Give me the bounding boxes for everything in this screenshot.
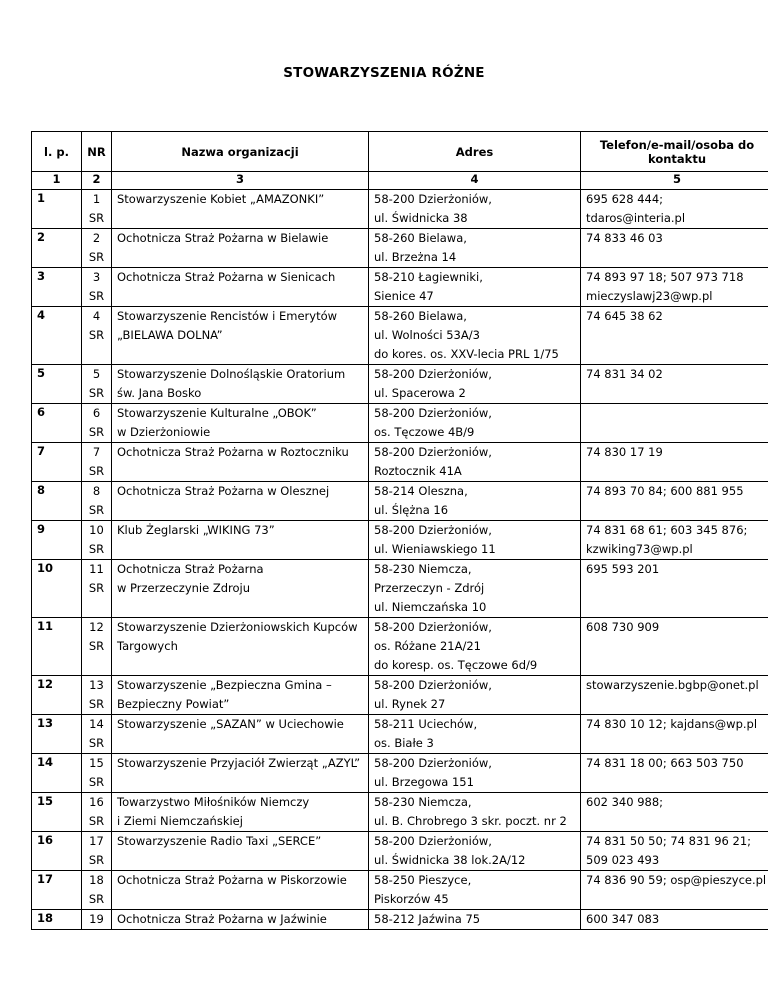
address-line: os. Tęczowe 4B/9 — [374, 425, 475, 439]
address-line: ul. Brzeżna 14 — [374, 250, 457, 264]
header-name: Nazwa organizacji — [112, 132, 369, 172]
row-contact-cell — [581, 404, 768, 443]
address-line: 58-200 Dzierżoniów, — [374, 756, 492, 770]
row-contact-cell — [581, 715, 768, 754]
table-row — [32, 560, 768, 618]
contact-line: stowarzyszenie.bgbp@onet.pl — [586, 678, 759, 692]
row-lp-cell — [32, 754, 82, 793]
row-contact-cell — [581, 754, 768, 793]
address-line: 58-200 Dzierżoniów, — [374, 620, 492, 634]
address-line: os. Białe 3 — [374, 736, 434, 750]
table-header-row — [32, 132, 768, 172]
contact-line: 509 023 493 — [586, 853, 660, 867]
organization-name-line: Towarzystwo Miłośników Niemczy — [117, 795, 310, 809]
row-lp: 12 — [37, 677, 54, 691]
row-lp: 16 — [37, 833, 54, 847]
row-address-cell — [369, 754, 581, 793]
table-row — [32, 676, 768, 715]
address-line: do koresp. os. Tęczowe 6d/9 — [374, 658, 538, 672]
row-nr-cell — [82, 365, 112, 404]
header-address: Adres — [369, 132, 581, 172]
row-lp: 6 — [37, 405, 46, 419]
organizations-table — [31, 131, 768, 930]
organization-name-line: w Przerzeczynie Zdroju — [117, 581, 251, 595]
contact-line: 74 831 50 50; 74 831 96 21; — [586, 834, 752, 848]
row-name-cell — [112, 229, 369, 268]
contact-line: tdaros@interia.pl — [586, 211, 686, 225]
row-sr: SR — [88, 581, 105, 595]
contact-line: 74 645 38 62 — [586, 309, 663, 323]
row-contact-cell — [581, 307, 768, 365]
row-nr: 13 — [89, 678, 104, 692]
row-lp: 8 — [37, 483, 46, 497]
row-name-cell — [112, 832, 369, 871]
table-row — [32, 443, 768, 482]
row-name-cell — [112, 521, 369, 560]
organization-name-line: Klub Żeglarski „WIKING 73” — [117, 523, 275, 537]
row-nr-cell — [82, 793, 112, 832]
address-line: 58-212 Jaźwina 75 — [374, 912, 481, 926]
contact-line: 695 628 444; — [586, 192, 664, 206]
row-address-cell — [369, 618, 581, 676]
row-address-cell — [369, 307, 581, 365]
row-address-cell — [369, 793, 581, 832]
organization-name-line: w Dzierżoniowie — [117, 425, 211, 439]
organization-name-line: Ochotnicza Straż Pożarna w Bielawie — [117, 231, 329, 245]
table-row — [32, 229, 768, 268]
row-sr: SR — [88, 697, 105, 711]
address-line: 58-200 Dzierżoniów, — [374, 367, 492, 381]
row-nr: 12 — [89, 620, 104, 634]
row-address-cell — [369, 676, 581, 715]
row-sr: SR — [88, 542, 105, 556]
contact-line: mieczyslawj23@wp.pl — [586, 289, 713, 303]
address-line: os. Różane 21A/21 — [374, 639, 481, 653]
row-lp-cell — [32, 365, 82, 404]
address-line: 58-200 Dzierżoniów, — [374, 406, 492, 420]
table-row — [32, 482, 768, 521]
row-lp: 11 — [37, 619, 54, 633]
row-lp: 17 — [37, 872, 54, 886]
row-name-cell — [112, 307, 369, 365]
row-name-cell — [112, 268, 369, 307]
row-name-cell — [112, 482, 369, 521]
organization-name-line: „BIELAWA DOLNA” — [117, 328, 223, 342]
row-contact-cell — [581, 190, 768, 229]
row-nr-cell — [82, 910, 112, 930]
row-name-cell — [112, 871, 369, 910]
row-sr: SR — [88, 639, 105, 653]
address-line: 58-214 Oleszna, — [374, 484, 468, 498]
organization-name-line: Stowarzyszenie „Bezpieczna Gmina – — [117, 678, 332, 692]
table-row — [32, 404, 768, 443]
row-lp-cell — [32, 229, 82, 268]
address-line: Roztocznik 41A — [374, 464, 462, 478]
address-line: Piskorzów 45 — [374, 892, 449, 906]
column-number-row — [32, 172, 768, 190]
row-lp-cell — [32, 443, 82, 482]
row-lp: 2 — [37, 230, 46, 244]
contact-line: 74 831 34 02 — [586, 367, 663, 381]
page-title: STOWARZYSZENIA RÓŻNE — [283, 65, 485, 81]
row-name-cell — [112, 618, 369, 676]
table-row — [32, 307, 768, 365]
row-nr: 16 — [89, 795, 104, 809]
row-lp: 15 — [37, 794, 54, 808]
organization-name-line: Stowarzyszenie Kulturalne „OBOK” — [117, 406, 317, 420]
address-line: 58-230 Niemcza, — [374, 795, 472, 809]
contact-line: 74 833 46 03 — [586, 231, 663, 245]
table-row — [32, 832, 768, 871]
column-number: 5 — [581, 172, 768, 190]
address-line: ul. Rynek 27 — [374, 697, 446, 711]
row-address-cell — [369, 229, 581, 268]
address-line: Sienice 47 — [374, 289, 434, 303]
organization-name-line: św. Jana Bosko — [117, 386, 202, 400]
row-lp-cell — [32, 715, 82, 754]
row-name-cell — [112, 365, 369, 404]
row-nr-cell — [82, 676, 112, 715]
row-nr-cell — [82, 229, 112, 268]
row-lp-cell — [32, 482, 82, 521]
row-name-cell — [112, 190, 369, 229]
row-name-cell — [112, 910, 369, 930]
organization-name-line: i Ziemi Niemczańskiej — [117, 814, 243, 828]
row-sr: SR — [88, 328, 105, 342]
organization-name-line: Stowarzyszenie Rencistów i Emerytów — [117, 309, 338, 323]
row-lp: 18 — [37, 911, 54, 925]
table-row — [32, 793, 768, 832]
contact-line: 74 893 97 18; 507 973 718 — [586, 270, 744, 284]
row-nr: 5 — [92, 367, 101, 381]
contact-line: 74 836 90 59; osp@pieszyce.pl — [586, 873, 767, 887]
contact-line: 608 730 909 — [586, 620, 660, 634]
table-row — [32, 618, 768, 676]
row-lp-cell — [32, 560, 82, 618]
organization-name-line: Stowarzyszenie „SAZAN” w Uciechowie — [117, 717, 344, 731]
row-address-cell — [369, 482, 581, 521]
row-lp-cell — [32, 871, 82, 910]
column-number: 2 — [82, 172, 112, 190]
organization-name-line: Stowarzyszenie Kobiet „AMAZONKI” — [117, 192, 325, 206]
address-line: ul. B. Chrobrego 3 skr. poczt. nr 2 — [374, 814, 567, 828]
row-lp: 4 — [37, 308, 46, 322]
address-line: 58-260 Bielawa, — [374, 309, 467, 323]
row-lp-cell — [32, 618, 82, 676]
address-line: ul. Brzegowa 151 — [374, 775, 474, 789]
row-contact-cell — [581, 871, 768, 910]
row-nr: 10 — [89, 523, 104, 537]
row-address-cell — [369, 365, 581, 404]
row-address-cell — [369, 910, 581, 930]
row-nr: 2 — [92, 231, 101, 245]
header-lp: l. p. — [32, 132, 82, 172]
row-nr-cell — [82, 482, 112, 521]
row-contact-cell — [581, 560, 768, 618]
row-contact-cell — [581, 676, 768, 715]
row-nr-cell — [82, 871, 112, 910]
table-row — [32, 268, 768, 307]
row-lp-cell — [32, 676, 82, 715]
row-name-cell — [112, 443, 369, 482]
table-row — [32, 910, 768, 930]
row-nr-cell — [82, 618, 112, 676]
row-nr: 6 — [92, 406, 101, 420]
row-nr-cell — [82, 754, 112, 793]
column-number: 3 — [112, 172, 369, 190]
row-sr: SR — [88, 425, 105, 439]
table-row — [32, 754, 768, 793]
row-lp: 13 — [37, 716, 54, 730]
contact-line: 600 347 083 — [586, 912, 660, 926]
contact-line: 74 830 10 12; kajdans@wp.pl — [586, 717, 758, 731]
row-contact-cell — [581, 521, 768, 560]
row-contact-cell — [581, 482, 768, 521]
row-sr: SR — [88, 503, 105, 517]
address-line: 58-230 Niemcza, — [374, 562, 472, 576]
row-lp: 3 — [37, 269, 46, 283]
row-nr-cell — [82, 404, 112, 443]
row-name-cell — [112, 676, 369, 715]
table-row — [32, 521, 768, 560]
row-nr: 1 — [92, 192, 101, 206]
row-contact-cell — [581, 365, 768, 404]
row-nr-cell — [82, 307, 112, 365]
header-contact: Telefon/e-mail/osoba do kontaktu — [581, 132, 768, 172]
row-contact-cell — [581, 793, 768, 832]
row-name-cell — [112, 793, 369, 832]
column-number: 1 — [32, 172, 82, 190]
contact-line: kzwiking73@wp.pl — [586, 542, 693, 556]
row-address-cell — [369, 560, 581, 618]
table-row — [32, 365, 768, 404]
address-line: ul. Wolności 53A/3 — [374, 328, 480, 342]
row-nr: 17 — [89, 834, 104, 848]
column-number: 4 — [369, 172, 581, 190]
row-contact-cell — [581, 618, 768, 676]
row-contact-cell — [581, 443, 768, 482]
row-sr: SR — [88, 464, 105, 478]
organization-name-line: Bezpieczny Powiat” — [117, 697, 230, 711]
row-sr: SR — [88, 386, 105, 400]
row-nr-cell — [82, 443, 112, 482]
address-line: 58-200 Dzierżoniów, — [374, 834, 492, 848]
row-address-cell — [369, 268, 581, 307]
row-address-cell — [369, 832, 581, 871]
organization-name-line: Ochotnicza Straż Pożarna w Roztoczniku — [117, 445, 349, 459]
row-nr-cell — [82, 715, 112, 754]
row-contact-cell — [581, 832, 768, 871]
row-address-cell — [369, 404, 581, 443]
row-lp: 1 — [37, 191, 46, 205]
address-line: 58-260 Bielawa, — [374, 231, 467, 245]
row-lp-cell — [32, 404, 82, 443]
row-nr-cell — [82, 190, 112, 229]
address-line: 58-211 Uciechów, — [374, 717, 478, 731]
row-name-cell — [112, 715, 369, 754]
row-sr: SR — [88, 211, 105, 225]
row-lp: 9 — [37, 522, 46, 536]
row-contact-cell — [581, 910, 768, 930]
row-lp-cell — [32, 832, 82, 871]
row-lp: 14 — [37, 755, 54, 769]
address-line: 58-250 Pieszyce, — [374, 873, 472, 887]
contact-line: 74 830 17 19 — [586, 445, 663, 459]
row-nr-cell — [82, 521, 112, 560]
table-row — [32, 715, 768, 754]
row-lp-cell — [32, 521, 82, 560]
row-contact-cell — [581, 229, 768, 268]
address-line: do kores. os. XXV-lecia PRL 1/75 — [374, 347, 559, 361]
row-sr: SR — [88, 289, 105, 303]
table-row — [32, 871, 768, 910]
row-lp-cell — [32, 190, 82, 229]
organization-name-line: Stowarzyszenie Przyjaciół Zwierząt „AZYL” — [117, 756, 361, 770]
row-nr-cell — [82, 832, 112, 871]
contact-line: 74 831 68 61; 603 345 876; — [586, 523, 748, 537]
row-address-cell — [369, 871, 581, 910]
row-sr: SR — [88, 892, 105, 906]
row-contact-cell — [581, 268, 768, 307]
organization-name-line: Ochotnicza Straż Pożarna w Olesznej — [117, 484, 330, 498]
address-line: ul. Świdnicka 38 — [374, 211, 468, 225]
row-nr: 15 — [89, 756, 104, 770]
address-line: 58-210 Łagiewniki, — [374, 270, 483, 284]
row-sr: SR — [88, 853, 105, 867]
row-lp: 10 — [37, 561, 54, 575]
row-address-cell — [369, 190, 581, 229]
contact-line: 695 593 201 — [586, 562, 660, 576]
organization-name-line: Ochotnicza Straż Pożarna — [117, 562, 264, 576]
organization-name-line: Ochotnicza Straż Pożarna w Jaźwinie — [117, 912, 327, 926]
contact-line: 74 831 18 00; 663 503 750 — [586, 756, 744, 770]
address-line: 58-200 Dzierżoniów, — [374, 678, 492, 692]
address-line: 58-200 Dzierżoniów, — [374, 523, 492, 537]
address-line: ul. Niemczańska 10 — [374, 600, 487, 614]
row-address-cell — [369, 521, 581, 560]
row-nr: 7 — [92, 445, 101, 459]
organization-name-line: Ochotnicza Straż Pożarna w Sienicach — [117, 270, 336, 284]
contact-line: 602 340 988; — [586, 795, 664, 809]
row-lp: 5 — [37, 366, 46, 380]
row-nr-cell — [82, 268, 112, 307]
row-sr: SR — [88, 814, 105, 828]
row-nr: 3 — [92, 270, 101, 284]
row-nr-cell — [82, 560, 112, 618]
row-nr: 11 — [89, 562, 104, 576]
row-lp-cell — [32, 268, 82, 307]
row-nr: 8 — [92, 484, 101, 498]
row-lp-cell — [32, 307, 82, 365]
address-line: 58-200 Dzierżoniów, — [374, 445, 492, 459]
row-nr: 4 — [92, 309, 101, 323]
organization-name-line: Stowarzyszenie Dzierżoniowskich Kupców — [117, 620, 358, 634]
address-line: ul. Wieniawskiego 11 — [374, 542, 496, 556]
row-sr: SR — [88, 736, 105, 750]
row-name-cell — [112, 560, 369, 618]
organization-name-line: Targowych — [117, 639, 178, 653]
address-line: ul. Świdnicka 38 lok.2A/12 — [374, 853, 526, 867]
row-sr: SR — [88, 775, 105, 789]
row-nr: 18 — [89, 873, 104, 887]
contact-line — [586, 404, 768, 423]
row-lp: 7 — [37, 444, 46, 458]
contact-line: 74 893 70 84; 600 881 955 — [586, 484, 744, 498]
row-name-cell — [112, 754, 369, 793]
row-sr: SR — [88, 250, 105, 264]
row-lp-cell — [32, 793, 82, 832]
organization-name-line: Stowarzyszenie Dolnośląskie Oratorium — [117, 367, 346, 381]
header-nr: NR — [82, 132, 112, 172]
row-address-cell — [369, 443, 581, 482]
row-name-cell — [112, 404, 369, 443]
address-line: Przerzeczyn - Zdrój — [374, 581, 485, 595]
row-nr: 14 — [89, 717, 104, 731]
row-lp-cell — [32, 910, 82, 930]
row-address-cell — [369, 715, 581, 754]
address-line: ul. Ślężna 16 — [374, 503, 449, 517]
address-line: ul. Spacerowa 2 — [374, 386, 466, 400]
organization-name-line: Stowarzyszenie Radio Taxi „SERCE” — [117, 834, 322, 848]
organization-name-line: Ochotnicza Straż Pożarna w Piskorzowie — [117, 873, 347, 887]
table-row — [32, 190, 768, 229]
address-line: 58-200 Dzierżoniów, — [374, 192, 492, 206]
row-nr: 19 — [89, 912, 104, 926]
